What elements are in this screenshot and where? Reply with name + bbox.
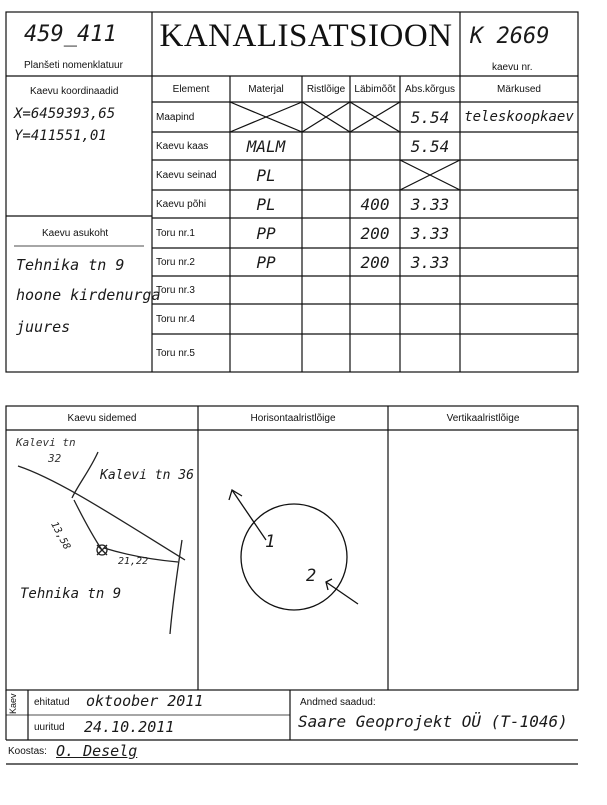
- header-element: Element: [172, 83, 210, 95]
- pipe-2-label: 2: [306, 566, 317, 586]
- cross-section-drawing: [229, 490, 358, 610]
- footer-side-label: Kaev: [8, 693, 18, 714]
- coord-y: Y=411551,01: [14, 128, 107, 144]
- surveyed-value: 24.10.2011: [84, 718, 175, 736]
- row-material: MALM: [246, 136, 286, 156]
- row-element: Toru nr.1: [156, 227, 195, 239]
- surveyed-label: uuritud: [34, 722, 65, 733]
- row-material: PL: [256, 165, 276, 185]
- built-label: ehitatud: [34, 697, 70, 708]
- row-diameter: 400: [360, 194, 390, 214]
- header-notes: Märkused: [497, 83, 541, 95]
- header-abs: Abs.kõrgus: [404, 83, 456, 95]
- sheet-number: 459_411: [24, 22, 117, 47]
- location-line-1: Tehnika tn 9: [16, 256, 125, 274]
- row-element: Toru nr.3: [156, 284, 195, 296]
- sketch-street1: Kalevi tn: [16, 436, 76, 449]
- built-value: oktoober 2011: [86, 692, 204, 710]
- row-material: PL: [256, 194, 276, 214]
- row-element: Toru nr.2: [156, 256, 195, 268]
- header-cross: Ristlõige: [306, 83, 346, 95]
- coord-label: Kaevu koordinaadid: [30, 86, 119, 97]
- row-element: Toru nr.5: [156, 347, 195, 359]
- data-source-value: Saare Geoprojekt OÜ (T-1046): [298, 712, 568, 731]
- sheet-label: Planšeti nomenklatuur: [24, 60, 123, 71]
- row-element: Kaevu põhi: [156, 198, 207, 210]
- page-title: KANALISATSIOON: [159, 18, 453, 54]
- author-label: Koostas:: [8, 746, 47, 757]
- location-line-3: juures: [16, 318, 71, 336]
- row-abs: 3.33: [410, 194, 450, 214]
- row-material: PP: [256, 223, 276, 243]
- sketch-dim1: 13,58: [48, 520, 73, 552]
- sketch-street1-num: 32: [48, 452, 62, 465]
- sketch-dim2: 21,22: [118, 556, 149, 567]
- coord-x: X=6459393,65: [14, 106, 116, 122]
- sketch-street2: Kalevi tn 36: [100, 468, 194, 483]
- well-number-label: kaevu nr.: [492, 62, 533, 73]
- header-well-links: Kaevu sidemed: [67, 412, 137, 424]
- row-diameter: 200: [360, 252, 390, 272]
- row-abs: 3.33: [410, 223, 450, 243]
- row-diameter: 200: [360, 223, 390, 243]
- location-line-2: hoone kirdenurga: [16, 286, 161, 304]
- pipe-1-label: 1: [265, 532, 276, 552]
- row-abs: 3.33: [410, 252, 450, 272]
- row-element: Maapind: [156, 111, 195, 123]
- location-label: Kaevu asukoht: [42, 228, 109, 239]
- header-diameter: Läbimõõt: [354, 83, 396, 95]
- row-element: Toru nr.4: [156, 313, 195, 325]
- row-element: Kaevu kaas: [156, 140, 209, 152]
- data-source-label: Andmed saadud:: [300, 697, 376, 708]
- sketch-street3: Tehnika tn 9: [20, 586, 122, 602]
- row-notes: teleskoopkaev: [464, 109, 574, 125]
- row-abs: 5.54: [410, 107, 450, 127]
- row-abs: 5.54: [410, 136, 450, 156]
- header-material: Materjal: [248, 83, 284, 95]
- author-value: O. Deselg: [56, 742, 138, 760]
- well-number: K 2669: [470, 24, 550, 49]
- header-horizontal-section: Horisontaalristlõige: [250, 412, 336, 424]
- header-vertical-section: Vertikaalristlõige: [446, 412, 520, 424]
- row-material: PP: [256, 252, 276, 272]
- row-element: Kaevu seinad: [156, 169, 217, 181]
